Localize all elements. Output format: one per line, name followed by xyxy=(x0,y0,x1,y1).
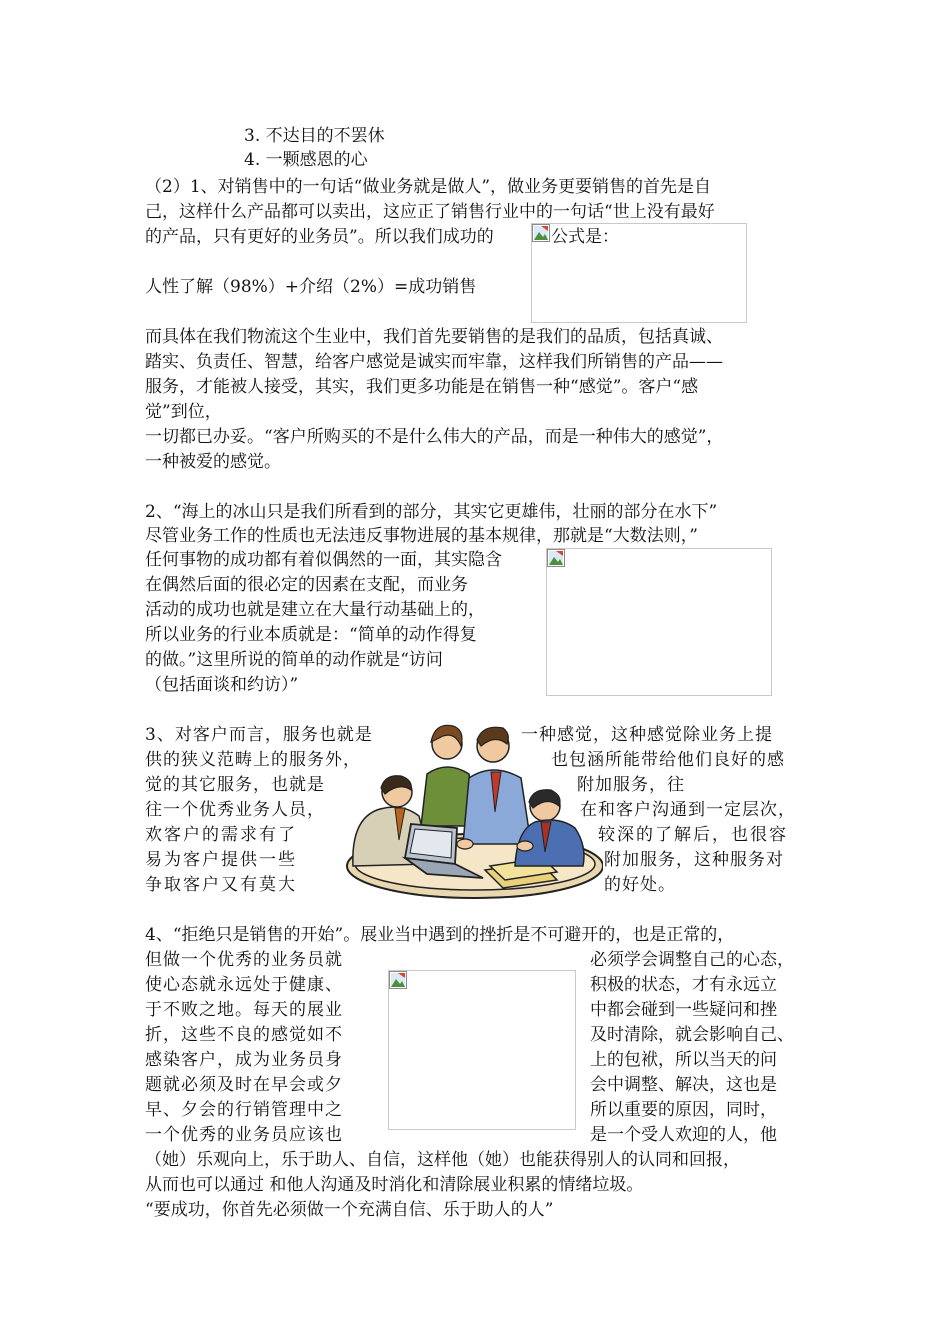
paragraph-line: 使心态就永远处于健康、 xyxy=(145,975,343,995)
paragraph-line: 所以业务的行业本质就是：“简单的动作得复 xyxy=(145,625,477,645)
paragraph-line: 积极的状态，才有永远立 xyxy=(590,975,777,995)
image-placeholder xyxy=(388,970,576,1130)
paragraph-line: 上的包袱，所以当天的问 xyxy=(590,1050,777,1070)
broken-image-icon xyxy=(389,971,407,989)
formula: 人性了解（98%）+介绍（2%）=成功销售 xyxy=(145,277,477,297)
paragraph-line: 一个优秀的业务员应该也 xyxy=(145,1125,343,1145)
business-team-clipart xyxy=(335,716,603,900)
paragraph-line: （2）1、对销售中的一句话“做业务就是做人”，做业务更要销售的首先是自 xyxy=(145,177,712,197)
paragraph-line: 感染客户，成为业务员身 xyxy=(145,1050,343,1070)
paragraph-line: 3、对客户而言，服务也就是 xyxy=(145,725,373,745)
paragraph-line: 尽管业务工作的性质也无法违反事物进展的基本规律，那就是“大数法则，” xyxy=(145,526,698,546)
paragraph-line: 必须学会调整自己的心态， xyxy=(590,950,794,970)
paragraph-line: 从而也可以通过 和他人沟通及时消化和清除展业积累的情绪垃圾。 xyxy=(145,1175,644,1195)
paragraph-line: 欢客户的需求有了 xyxy=(145,825,297,845)
paragraph-line: 往一个优秀业务人员， xyxy=(145,800,325,820)
paragraph-line: 供的狭义范畴上的服务外， xyxy=(145,750,361,770)
image-placeholder xyxy=(546,548,772,696)
paragraph-line: 于不败之地。每天的展业 xyxy=(145,1000,343,1020)
paragraph-line: 附加服务，这种服务对 xyxy=(604,850,784,870)
paragraph-line: 在偶然后面的很必定的因素在支配，而业务 xyxy=(145,575,468,595)
paragraph-line: 在和客户沟通到一定层次， xyxy=(580,800,796,820)
paragraph-line: 也包涵所能带给他们良好的感 xyxy=(551,750,785,770)
paragraph-line: 但做一个优秀的业务员就 xyxy=(145,950,343,970)
broken-image-icon xyxy=(547,549,565,567)
paragraph-line: 公式是： xyxy=(551,227,619,247)
list-item-3: 3. 不达目的不罢休 xyxy=(244,126,385,146)
paragraph-line: 是一个受人欢迎的人，他 xyxy=(590,1125,777,1145)
paragraph-line: 较深的了解后，也很容 xyxy=(598,825,788,845)
paragraph-line: 及时清除，就会影响自己、 xyxy=(590,1025,794,1045)
list-item-4: 4. 一颗感恩的心 xyxy=(244,150,368,170)
paragraph-line: 任何事物的成功都有着似偶然的一面，其实隐含 xyxy=(145,550,502,570)
closing-quote: “要成功，你首先必须做一个充满自信、乐于助人的人” xyxy=(145,1200,554,1220)
paragraph-line: 2、“海上的冰山只是我们所看到的部分，其实它更雄伟，壮丽的部分在水下” xyxy=(145,502,718,522)
paragraph-line: 一种感觉，这种感觉除业务上提 xyxy=(521,725,773,745)
paragraph-line: 折，这些不良的感觉如不 xyxy=(145,1025,343,1045)
paragraph-line: 会中调整、解决，这也是 xyxy=(590,1075,777,1095)
paragraph-line: 踏实、负责任、智慧，给客户感觉是诚实而牢靠，这样我们所销售的产品—— xyxy=(145,352,723,372)
paragraph-line: 题就必须及时在早会或夕 xyxy=(145,1075,343,1095)
paragraph-line: 4、“拒绝只是销售的开始”。展业当中遇到的挫折是不可避开的，也是正常的， xyxy=(145,925,735,945)
paragraph-line: 己，这样什么产品都可以卖出，这应正了销售行业中的一句话“世上没有最好 xyxy=(145,202,715,222)
paragraph-line: 早、夕会的行销管理中之 xyxy=(145,1100,343,1120)
paragraph-line: 一种被爱的感觉。 xyxy=(145,452,281,472)
paragraph-line: 附加服务，往 xyxy=(577,775,685,795)
paragraph-line: 觉”到位， xyxy=(145,402,222,422)
paragraph-line: 所以重要的原因，同时， xyxy=(590,1100,777,1120)
paragraph-line: （包括面谈和约访）” xyxy=(145,675,299,695)
paragraph-line: （她）乐观向上，乐于助人、自信，这样他（她）也能获得别人的认同和回报， xyxy=(145,1150,740,1170)
paragraph-line: 易为客户提供一些 xyxy=(145,850,297,870)
paragraph-line: 一切都已办妥。“客户所购买的不是什么伟大的产品，而是一种伟大的感觉”， xyxy=(145,427,724,447)
paragraph-line: 而具体在我们物流这个生业中，我们首先要销售的是我们的品质，包括真诚、 xyxy=(145,327,723,347)
paragraph-line: 活动的成功也就是建立在大量行动基础上的， xyxy=(145,600,485,620)
paragraph-line: 中都会碰到一些疑问和挫 xyxy=(590,1000,777,1020)
paragraph-line: 争取客户又有莫大 xyxy=(145,875,297,895)
paragraph-line: 觉的其它服务，也就是 xyxy=(145,775,325,795)
broken-image-icon xyxy=(532,224,550,242)
paragraph-line: 服务，才能被人接受，其实，我们更多功能是在销售一种“感觉”。客户“感 xyxy=(145,377,699,397)
paragraph-line: 的产品，只有更好的业务员”。所以我们成功的 xyxy=(145,227,494,247)
paragraph-line: 的好处。 xyxy=(604,875,676,895)
paragraph-line: 的做。”这里所说的简单的动作就是“访问 xyxy=(145,650,443,670)
